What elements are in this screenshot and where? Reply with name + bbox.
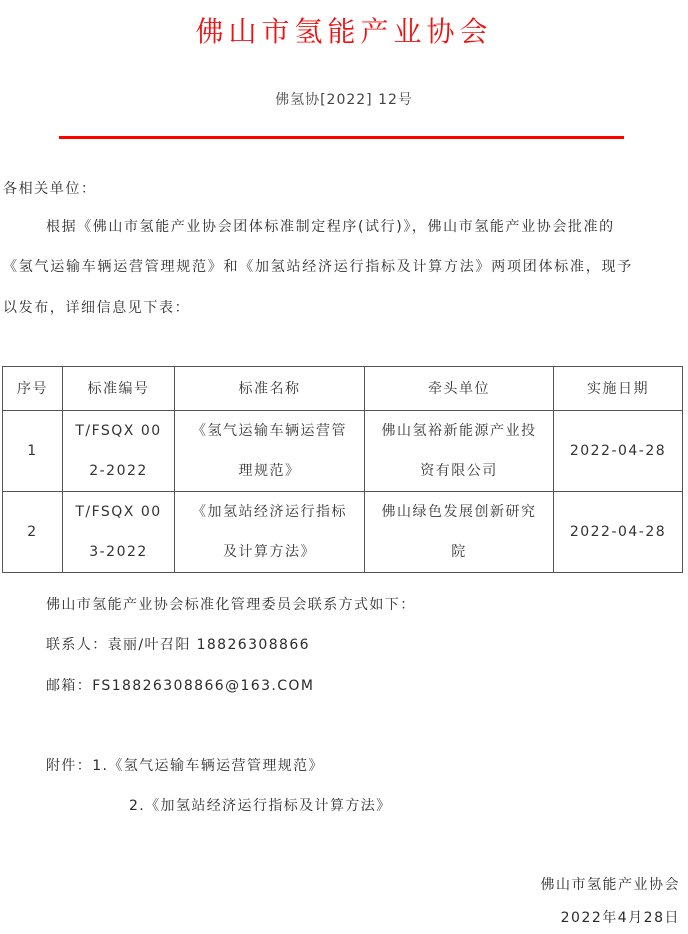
cell-name: 《氢气运输车辆运营管理规范》 <box>175 411 365 492</box>
document-number: 佛氢协[2022] 12号 <box>275 92 413 108</box>
cell-date: 2022-04-28 <box>554 492 683 573</box>
signature-org: 佛山市氢能产业协会 <box>540 877 680 893</box>
header-code: 标准编号 <box>63 367 175 411</box>
salutation: 各相关单位： <box>3 181 97 197</box>
header-name: 标准名称 <box>175 367 365 411</box>
cell-date: 2022-04-28 <box>554 411 683 492</box>
standards-table <box>2 366 683 573</box>
document-title: 佛山市氢能产业协会 <box>195 15 493 48</box>
header-index: 序号 <box>3 367 63 411</box>
paragraph-line-3: 以发布，详细信息见下表： <box>3 300 191 316</box>
cell-name: 《加氢站经济运行指标及计算方法》 <box>175 492 365 573</box>
table-header-row <box>3 367 683 411</box>
header-date: 实施日期 <box>554 367 683 411</box>
table-row <box>3 411 683 492</box>
cell-code: T/FSQX 003-2022 <box>63 492 175 573</box>
signature-date: 2022年4月28日 <box>560 910 680 926</box>
contact-person: 联系人：袁丽/叶召阳 18826308866 <box>46 637 310 653</box>
cell-lead-unit: 佛山氢裕新能源产业投资有限公司 <box>365 411 554 492</box>
header-lead-unit: 牵头单位 <box>365 367 554 411</box>
red-header-rule <box>59 136 624 139</box>
cell-index: 1 <box>3 411 63 492</box>
contact-intro: 佛山市氢能产业协会标准化管理委员会联系方式如下： <box>46 597 416 613</box>
cell-lead-unit: 佛山绿色发展创新研究院 <box>365 492 554 573</box>
attachment-1: 附件：1.《氢气运输车辆运营管理规范》 <box>46 758 324 774</box>
attachment-2: 2.《加氢站经济运行指标及计算方法》 <box>129 798 392 814</box>
paragraph-line-2: 《氢气运输车辆运营管理规范》和《加氢站经济运行指标及计算方法》两项团体标准，现予 <box>3 259 633 275</box>
paragraph-line-1: 根据《佛山市氢能产业协会团体标准制定程序(试行)》，佛山市氢能产业协会批准的 <box>46 219 615 235</box>
cell-code: T/FSQX 002-2022 <box>63 411 175 492</box>
cell-index: 2 <box>3 492 63 573</box>
table-row <box>3 492 683 573</box>
contact-email: 邮箱：FS18826308866@163.COM <box>46 678 315 694</box>
